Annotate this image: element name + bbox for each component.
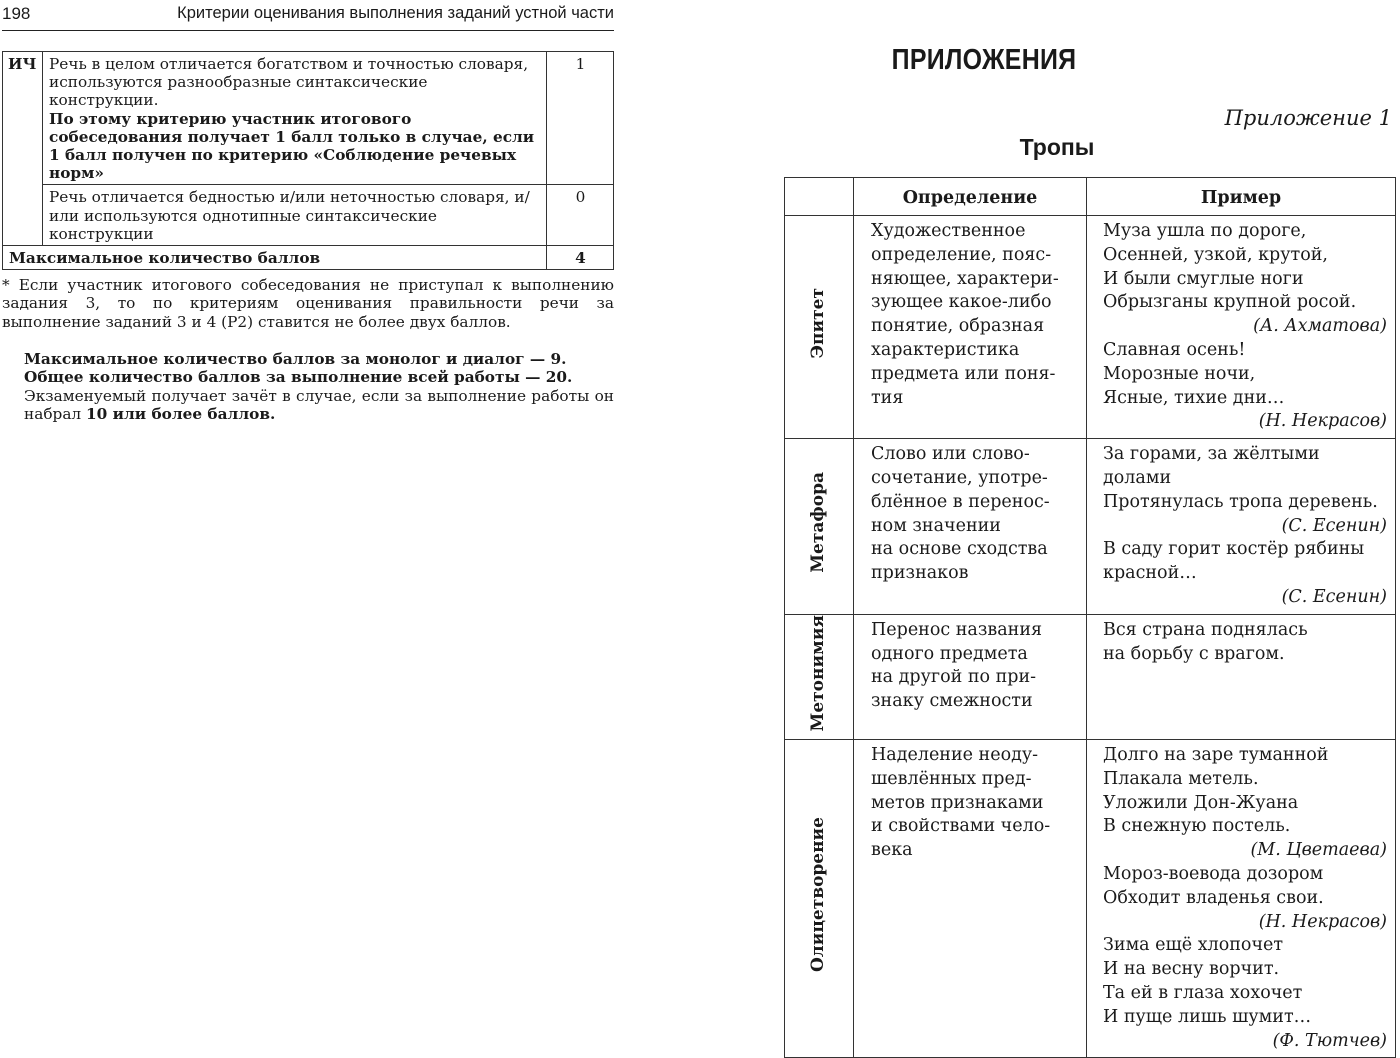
example-line: Осенней, узкой, крутой, <box>1103 244 1328 265</box>
tropes-header-row <box>785 178 1396 216</box>
max-monologue-dialogue: Максимальное количество баллов за монолог и диалог — 9. <box>24 350 567 368</box>
definition-line: Слово или слово- <box>871 444 1030 465</box>
pass-threshold: 10 или более баллов <box>86 404 270 423</box>
example-author: (Н. Некрасов) <box>1258 411 1387 432</box>
criteria-text: Речь в целом отличается богатством и точностью словаря, используются разнообразные синтаксические конструкции. <box>49 55 529 110</box>
total-work-score: Общее количество баллов за выполнение всей работы — 20. <box>24 368 573 387</box>
definition-line: понятие, образная <box>871 316 1045 337</box>
trope-term: Олицетворение <box>808 817 829 973</box>
example-line: Та ей в глаза хохочет <box>1103 983 1303 1004</box>
example-line: на борьбу с врагом. <box>1103 643 1285 664</box>
example-line: Обходит владенья свои. <box>1103 887 1324 908</box>
tropes-table <box>784 177 1396 1058</box>
running-title: Критерии оценивания выполнения заданий устной части <box>177 4 614 22</box>
definition-line: тия <box>871 387 904 408</box>
example-line: И на весну ворчит. <box>1103 959 1280 980</box>
trope-term-cell <box>785 740 854 1058</box>
example-line: Мороз-воевода дозором <box>1103 864 1324 885</box>
trope-example <box>1087 614 1396 739</box>
definition-line: сочетание, употре- <box>871 467 1048 488</box>
example-line: Долго на заре туманной <box>1103 745 1329 766</box>
trope-definition <box>854 614 1087 739</box>
definition-line: на основе сходства <box>871 539 1048 560</box>
example-line: Протянулась тропа деревень. <box>1103 491 1378 512</box>
criteria-description <box>43 52 547 185</box>
example-author: (М. Цветаева) <box>1250 840 1387 861</box>
example-author: (Ф. Тютчев) <box>1272 1030 1387 1051</box>
example-line: Обрызганы крупной росой. <box>1103 292 1357 313</box>
trope-term: Эпитет <box>808 287 829 359</box>
trope-example <box>1087 740 1396 1058</box>
example-author: (Н. Некрасов) <box>1258 911 1387 932</box>
definition-line: Перенос названия <box>871 619 1043 640</box>
trope-example <box>1087 439 1396 615</box>
definition-line: одного предмета <box>871 643 1028 664</box>
example-line: И пуще лишь шумит… <box>1103 1006 1312 1027</box>
criteria-total-row <box>3 246 614 270</box>
trope-row <box>785 614 1396 739</box>
tropes-body <box>785 216 1396 1058</box>
criteria-bold-note: По этому критерию участник итогового собеседования получает 1 балл только в случае, если 1 балл получен по критерию «Соблюдение речевых норм» <box>49 109 535 183</box>
header-example: Пример <box>1087 178 1396 216</box>
pass-condition <box>2 387 614 424</box>
example-author: (А. Ахматова) <box>1253 316 1387 337</box>
definition-line: Наделение неоду- <box>871 745 1039 766</box>
trope-term-cell <box>785 439 854 615</box>
example-author: (С. Есенин) <box>1281 586 1387 607</box>
definition-line: блённое в перенос- <box>871 491 1050 512</box>
definition-line: на другой по при- <box>871 667 1037 688</box>
definition-line: шевлённых пред- <box>871 768 1032 789</box>
criteria-description: Речь отличается бедностью и/или неточностью словаря, и/или используются однотипные синтаксические конструкции <box>43 185 547 246</box>
header-corner <box>785 178 854 216</box>
example-line: Славная осень! <box>1103 339 1246 360</box>
page-header <box>2 2 614 31</box>
definition-line: Художественное <box>871 221 1026 241</box>
section-heading: ПРИЛОЖЕНИЯ <box>891 44 1077 76</box>
trope-row <box>785 439 1396 615</box>
example-line: Плакала метель. <box>1103 768 1259 789</box>
header-definition: Определение <box>854 178 1087 216</box>
trope-term-cell <box>785 614 854 739</box>
trope-row <box>785 216 1396 439</box>
summary <box>2 350 614 423</box>
page-number: 198 <box>2 4 31 23</box>
example-line: Уложили Дон-Жуана <box>1103 792 1299 813</box>
criteria-table <box>2 51 614 270</box>
definition-line: определение, пояс- <box>871 244 1052 265</box>
trope-definition <box>854 216 1087 439</box>
pass-end: . <box>269 404 276 423</box>
definition-line: характеристика <box>871 339 1020 360</box>
appendix-label: Приложение 1 <box>1224 106 1392 130</box>
example-line: Вся страна поднялась <box>1103 619 1308 640</box>
definition-line: века <box>871 840 913 861</box>
trope-example <box>1087 216 1396 439</box>
definition-line: признаков <box>871 563 969 584</box>
trope-row <box>785 740 1396 1058</box>
example-line: долами <box>1103 467 1172 488</box>
example-line: За горами, за жёлтыми <box>1103 444 1320 465</box>
example-line: И были смуглые ноги <box>1103 268 1304 289</box>
criteria-score: 1 <box>547 52 614 185</box>
example-line: Морозные ночи, <box>1103 363 1256 384</box>
definition-line: знаку смежности <box>871 691 1033 712</box>
definition-line: зующее какое-либо <box>871 292 1052 313</box>
example-author: (С. Есенин) <box>1281 515 1387 536</box>
example-line: Зима ещё хлопочет <box>1103 935 1284 956</box>
trope-definition <box>854 740 1087 1058</box>
table-title: Тропы <box>1019 134 1095 160</box>
trope-term-cell <box>785 216 854 439</box>
total-score: 4 <box>547 246 614 270</box>
trope-term: Метонимия <box>808 614 829 732</box>
example-line: Ясные, тихие дни… <box>1103 387 1285 408</box>
trope-definition <box>854 439 1087 615</box>
criteria-code: ИЧ <box>3 52 43 246</box>
criteria-score: 0 <box>547 185 614 246</box>
example-line: В снежную постель. <box>1103 816 1291 837</box>
right-page <box>760 0 1400 1051</box>
criteria-row <box>3 185 614 246</box>
left-page <box>0 0 640 1048</box>
definition-line: няющее, характери- <box>871 268 1059 289</box>
definition-line: и свойствами чело- <box>871 816 1051 837</box>
example-line: красной… <box>1103 563 1197 584</box>
definition-line: ном значении <box>871 515 1001 536</box>
definition-line: метов признаками <box>871 792 1044 813</box>
total-label: Максимальное количество баллов <box>3 246 547 270</box>
example-line: Муза ушла по дороге, <box>1103 221 1307 241</box>
footnote: * Если участник итогового собеседования не приступал к выполнению задания 3, то по критериям оценивания правильности речи за выполнение заданий 3 и 4 (Р2) ставится не более двух баллов. <box>2 276 614 331</box>
pass-text: Экзаменуемый получает зачёт в случае, если за выполнение работы он набрал <box>24 386 614 423</box>
example-line: В саду горит костёр рябины <box>1103 539 1365 560</box>
trope-term: Метафора <box>808 472 829 573</box>
definition-line: предмета или поня- <box>871 363 1056 384</box>
criteria-row <box>3 52 614 185</box>
